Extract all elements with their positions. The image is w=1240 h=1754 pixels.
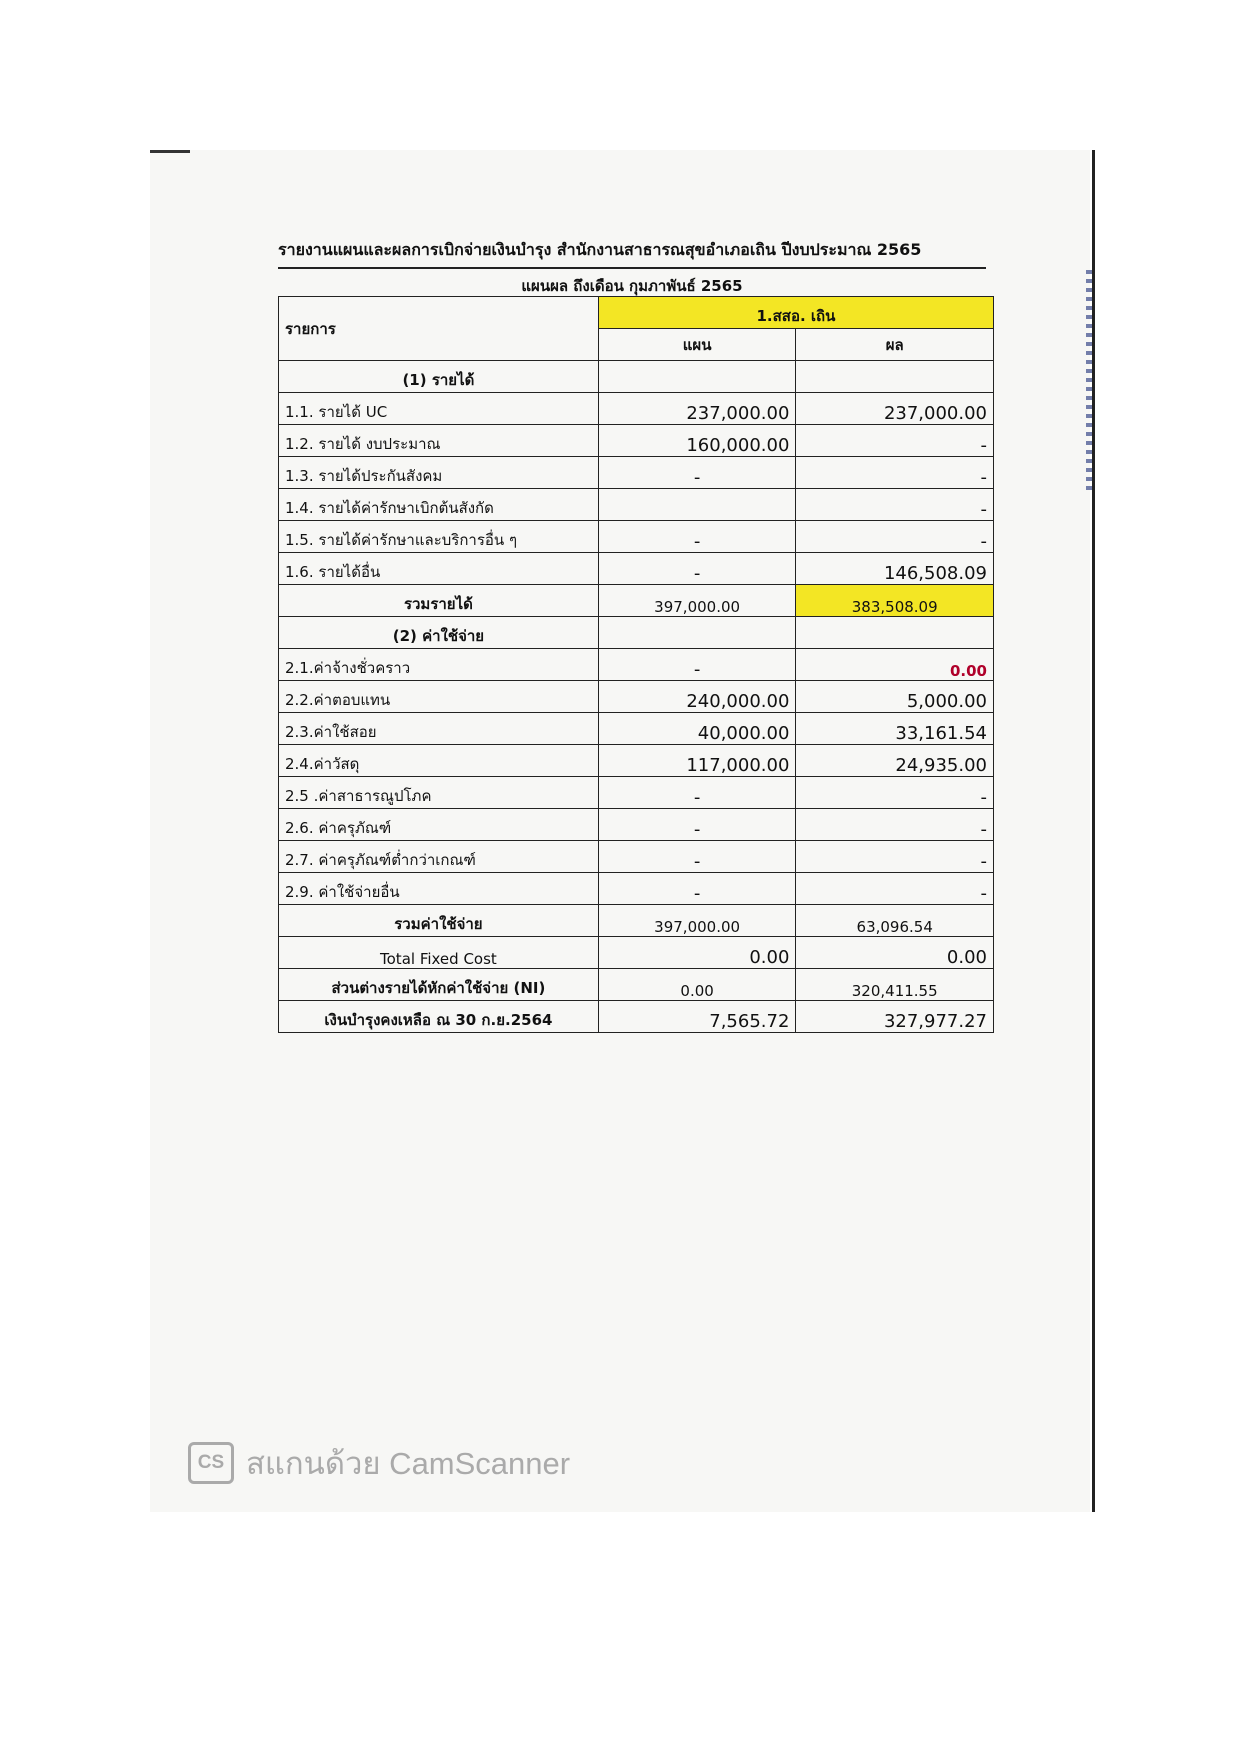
- table-row: [279, 489, 994, 521]
- table-row: [279, 713, 994, 745]
- result-cell: 0.00: [796, 649, 994, 681]
- row-label: ส่วนต่างรายได้หักค่าใช้จ่าย (NI): [279, 969, 599, 1001]
- table-row: [279, 841, 994, 873]
- scan-edge-top: [150, 150, 190, 153]
- balance-row: [279, 1001, 994, 1033]
- camscanner-watermark: [188, 1438, 570, 1488]
- plan-cell: 397,000.00: [598, 905, 796, 937]
- plan-cell: [598, 361, 796, 393]
- table-row: [279, 521, 994, 553]
- result-cell: 237,000.00: [796, 393, 994, 425]
- budget-table: [278, 296, 994, 1033]
- plan-cell: 240,000.00: [598, 681, 796, 713]
- row-label: 2.3.ค่าใช้สอย: [279, 713, 599, 745]
- plan-cell: 0.00: [598, 969, 796, 1001]
- result-cell: -: [796, 873, 994, 905]
- col-unit-header: 1.สสอ. เถิน: [598, 297, 993, 329]
- row-label: 1.1. รายได้ UC: [279, 393, 599, 425]
- plan-cell: 40,000.00: [598, 713, 796, 745]
- plan-cell: [598, 617, 796, 649]
- plan-cell: 7,565.72: [598, 1001, 796, 1033]
- plan-cell: 237,000.00: [598, 393, 796, 425]
- table-row: [279, 393, 994, 425]
- fixed-cost-row: [279, 937, 994, 969]
- row-label: 2.5 .ค่าสาธารณูปโภค: [279, 777, 599, 809]
- plan-cell: 0.00: [598, 937, 796, 969]
- expense-total-row: [279, 905, 994, 937]
- result-cell: 5,000.00: [796, 681, 994, 713]
- row-label: 1.4. รายได้ค่ารักษาเบิกต้นสังกัด: [279, 489, 599, 521]
- plan-cell: 397,000.00: [598, 585, 796, 617]
- net-income-row: [279, 969, 994, 1001]
- result-cell: 320,411.55: [796, 969, 994, 1001]
- col-item-header: รายการ: [279, 297, 599, 361]
- result-cell: 327,977.27: [796, 1001, 994, 1033]
- row-label: รวมค่าใช้จ่าย: [279, 905, 599, 937]
- result-cell-highlight: 383,508.09: [796, 585, 994, 617]
- col-plan-header: แผน: [598, 329, 796, 361]
- row-label: 1.5. รายได้ค่ารักษาและบริการอื่น ๆ: [279, 521, 599, 553]
- row-label: รวมรายได้: [279, 585, 599, 617]
- plan-cell: -: [598, 521, 796, 553]
- expense-section-row: [279, 617, 994, 649]
- table-row: [279, 425, 994, 457]
- row-label: 2.4.ค่าวัสดุ: [279, 745, 599, 777]
- result-cell: -: [796, 777, 994, 809]
- income-section-row: [279, 361, 994, 393]
- result-cell: -: [796, 809, 994, 841]
- row-label: 2.2.ค่าตอบแทน: [279, 681, 599, 713]
- plan-cell: 160,000.00: [598, 425, 796, 457]
- row-label: 2.9. ค่าใช้จ่ายอื่น: [279, 873, 599, 905]
- plan-cell: -: [598, 809, 796, 841]
- row-label: Total Fixed Cost: [279, 937, 599, 969]
- section-label: (2) ค่าใช้จ่าย: [279, 617, 599, 649]
- bleed-marks: [1086, 270, 1092, 490]
- result-cell: -: [796, 489, 994, 521]
- result-cell: 0.00: [796, 937, 994, 969]
- plan-cell: -: [598, 777, 796, 809]
- result-cell: [796, 361, 994, 393]
- report-title: รายงานแผนและผลการเบิกจ่ายเงินบำรุง สำนักงานสาธารณสุขอำเภอเถิน ปีงบประมาณ 2565: [278, 238, 986, 269]
- plan-cell: -: [598, 873, 796, 905]
- camscanner-logo-icon: CS: [188, 1442, 234, 1484]
- table-row: [279, 745, 994, 777]
- table-row: [279, 681, 994, 713]
- plan-cell: -: [598, 841, 796, 873]
- report-subtitle: แผนผล ถึงเดือน กุมภาพันธ์ 2565: [521, 277, 743, 295]
- row-label: 1.2. รายได้ งบประมาณ: [279, 425, 599, 457]
- result-cell: [796, 617, 994, 649]
- result-cell: 33,161.54: [796, 713, 994, 745]
- result-cell: 24,935.00: [796, 745, 994, 777]
- table-row: [279, 809, 994, 841]
- row-label: 2.7. ค่าครุภัณฑ์ต่ำกว่าเกณฑ์: [279, 841, 599, 873]
- result-cell: 146,508.09: [796, 553, 994, 585]
- section-label: (1) รายได้: [279, 361, 599, 393]
- plan-cell: -: [598, 649, 796, 681]
- plan-cell: 117,000.00: [598, 745, 796, 777]
- row-label: 1.3. รายได้ประกันสังคม: [279, 457, 599, 489]
- result-cell: -: [796, 841, 994, 873]
- result-cell: -: [796, 425, 994, 457]
- table-row: [279, 457, 994, 489]
- row-label: 1.6. รายได้อื่น: [279, 553, 599, 585]
- plan-cell: [598, 489, 796, 521]
- result-cell: -: [796, 457, 994, 489]
- table-row: [279, 873, 994, 905]
- table-row: [279, 649, 994, 681]
- row-label: 2.6. ค่าครุภัณฑ์: [279, 809, 599, 841]
- header-row: [279, 297, 994, 329]
- income-total-row: [279, 585, 994, 617]
- result-cell: -: [796, 521, 994, 553]
- watermark-text: สแกนด้วย CamScanner: [246, 1446, 571, 1481]
- plan-cell: -: [598, 457, 796, 489]
- table-row: [279, 777, 994, 809]
- scan-edge-right: [1092, 150, 1095, 1512]
- plan-cell: -: [598, 553, 796, 585]
- row-label: 2.1.ค่าจ้างชั่วคราว: [279, 649, 599, 681]
- row-label: เงินบำรุงคงเหลือ ณ 30 ก.ย.2564: [279, 1001, 599, 1033]
- col-result-header: ผล: [796, 329, 994, 361]
- table-row: [279, 553, 994, 585]
- result-cell: 63,096.54: [796, 905, 994, 937]
